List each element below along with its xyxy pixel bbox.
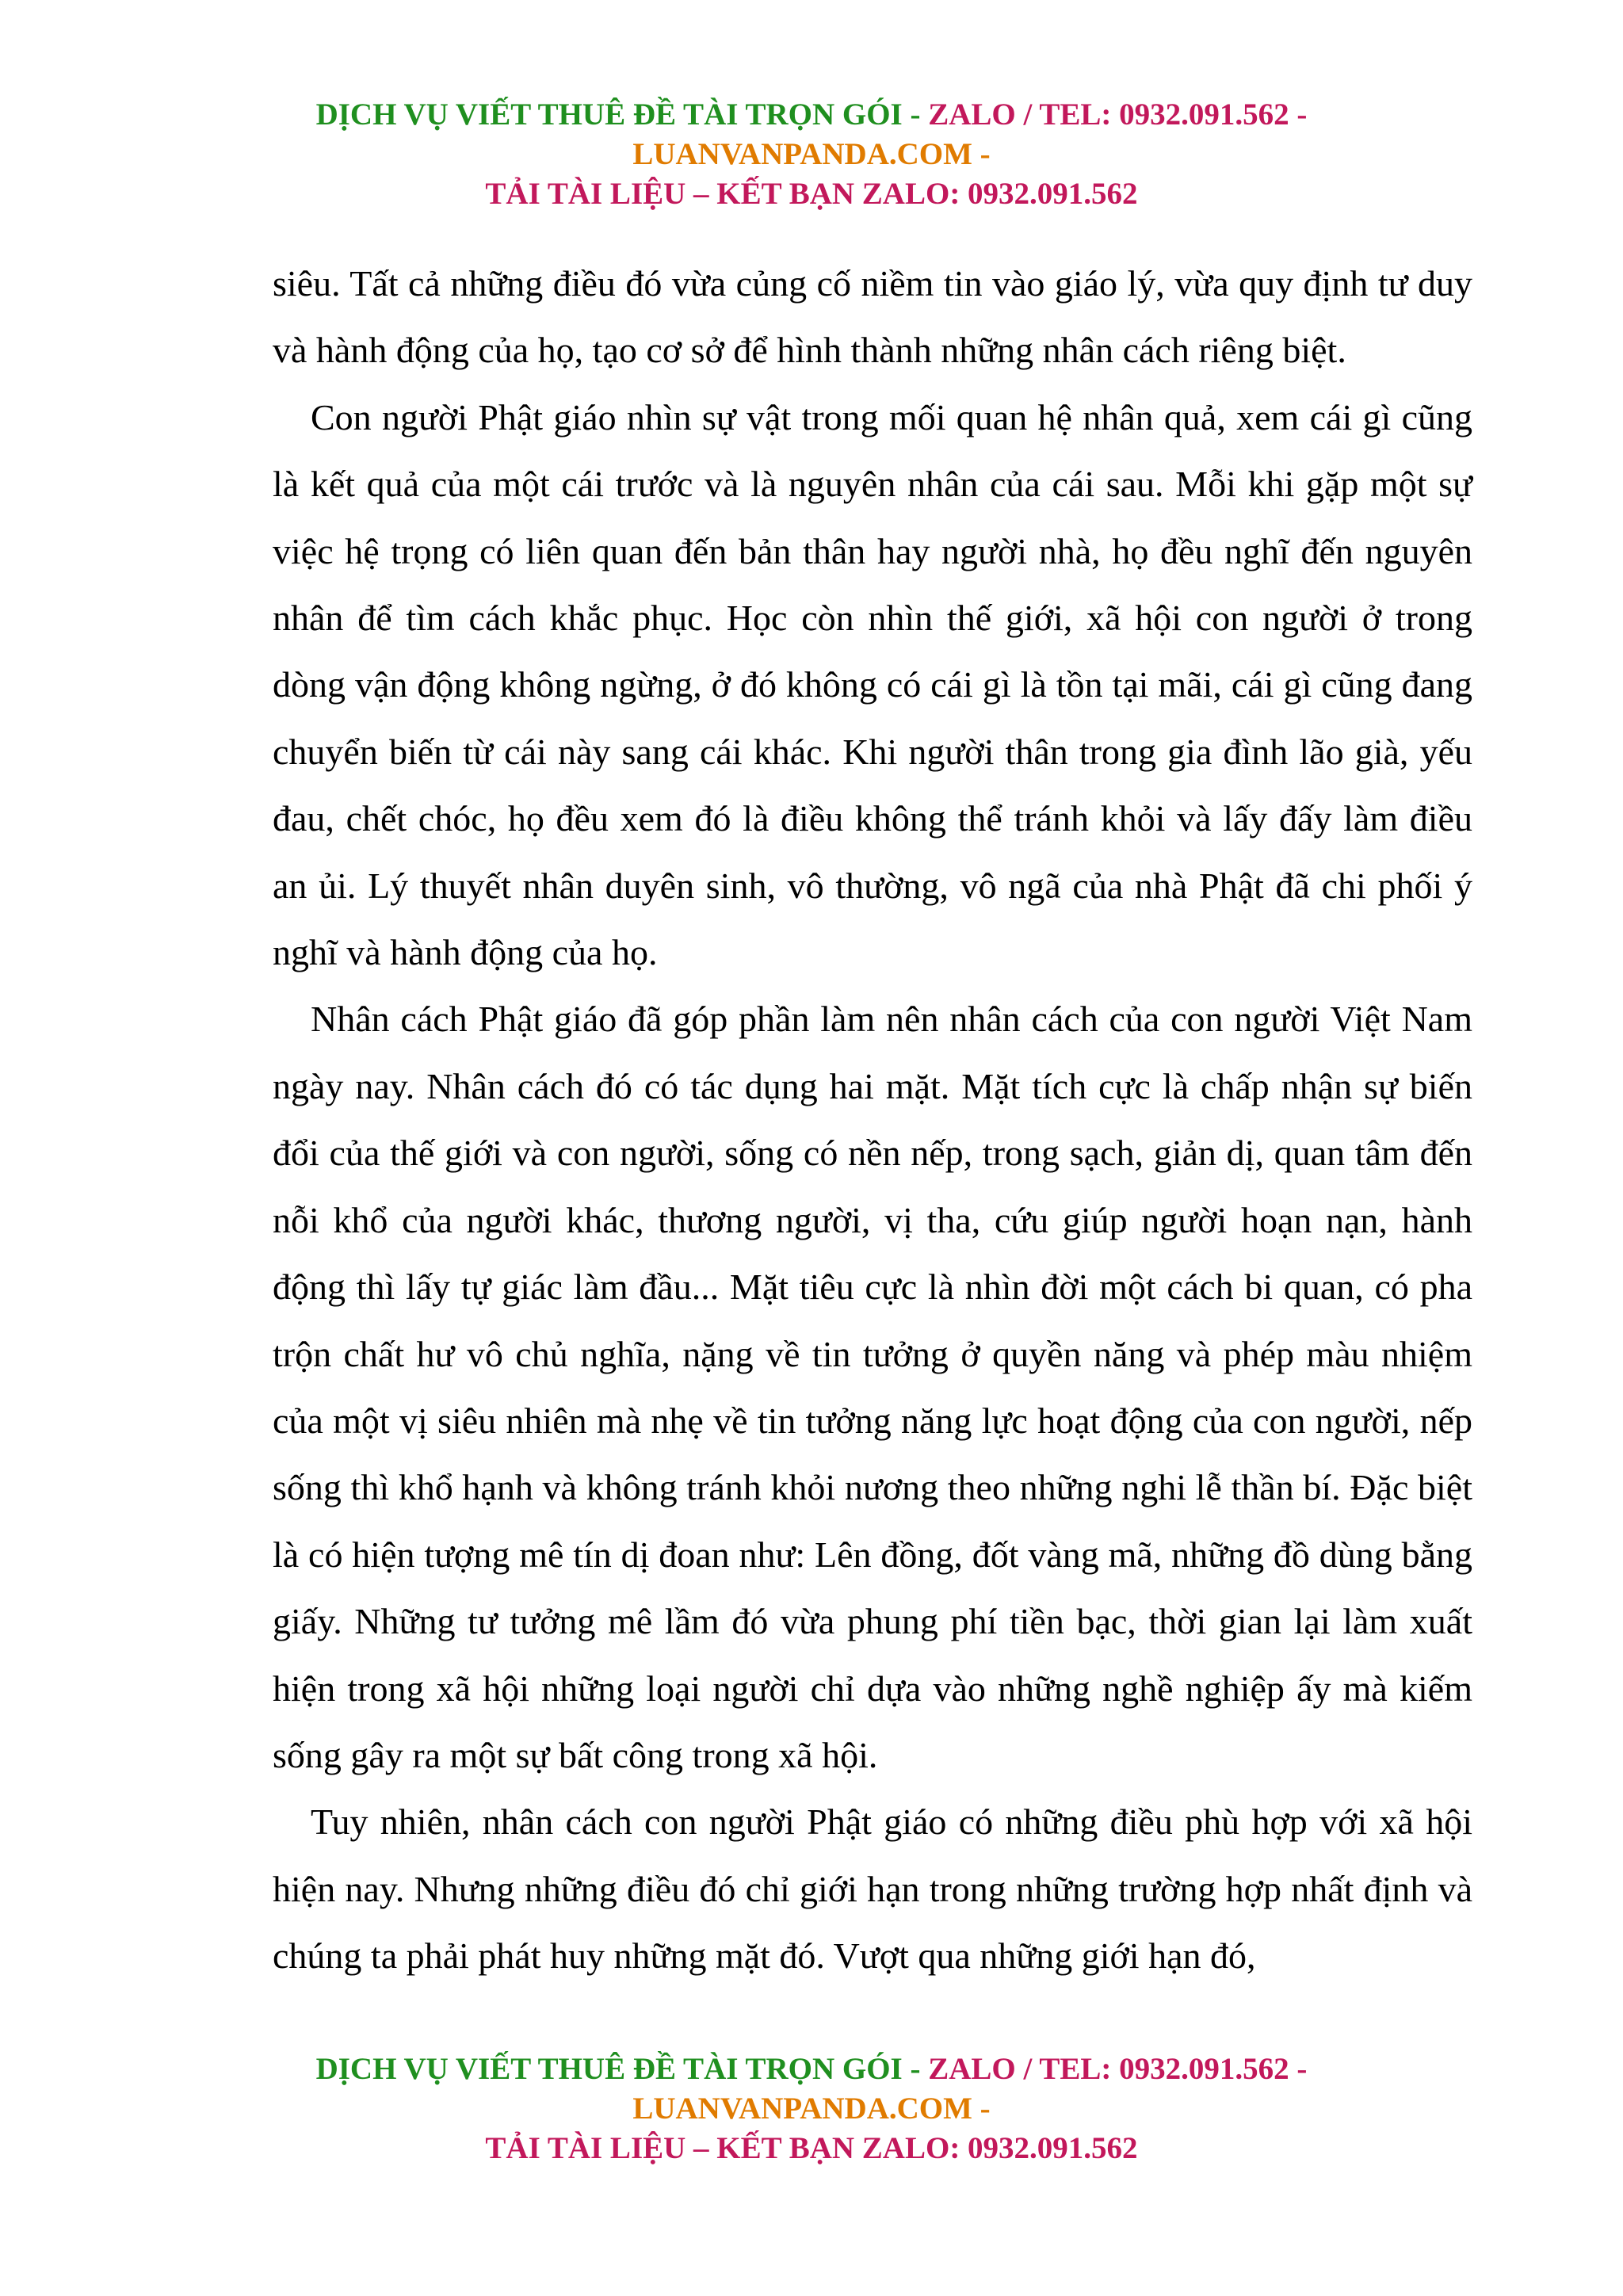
footer-website-text: LUANVANPANDA.COM -: [632, 2092, 991, 2126]
document-body: [273, 250, 1472, 1990]
footer-download-text: TẢI TÀI LIỆU – KẾT BẠN ZALO: 0932.091.562: [485, 2131, 1138, 2165]
paragraph-2: Con người Phật giáo nhìn sự vật trong mối quan hệ nhân quả, xem cái gì cũng là kết quả của một cái trước và là nguyên nhân của cái sau. Mỗi khi gặp một sự việc hệ trọng có liên quan đến bản thân hay người nhà, họ đều nghĩ đến nguyên nhân để tìm cách khắc phục. Học còn nhìn thế giới, xã hội con người ở trong dòng vận động không ngừng, ở đó không có cái gì là tồn tại mãi, cái gì cũng đang chuyển biến từ cái này sang cái khác. Khi người thân trong gia đình lão già, yếu đau, chết chóc, họ đều xem đó là điều không thể tránh khỏi và lấy đấy làm điều an ủi. Lý thuyết nhân duyên sinh, vô thường, vô ngã của nhà Phật đã chi phối ý nghĩ và hành động của họ.: [273, 396, 1472, 973]
footer-line-1: [0, 2050, 1623, 2089]
header-line-1: [0, 95, 1623, 135]
footer-service-text: DỊCH VỤ VIẾT THUÊ ĐỀ TÀI TRỌN GÓI -: [315, 2052, 921, 2086]
footer-banner: [0, 2050, 1623, 2168]
header-service-text: DỊCH VỤ VIẾT THUÊ ĐỀ TÀI TRỌN GÓI -: [315, 97, 921, 132]
paragraph-4: Tuy nhiên, nhân cách con người Phật giáo có những điều phù hợp với xã hội hiện nay. Nhưng những điều đó chỉ giới hạn trong những trường hợp nhất định và chúng ta phải phát huy những mặt đó. Vượt qua những giới hạn đó,: [273, 1801, 1472, 1977]
header-website-text: LUANVANPANDA.COM -: [632, 137, 991, 171]
paragraph-1: siêu. Tất cả những điều đó vừa củng cố niềm tin vào giáo lý, vừa quy định tư duy và hành động của họ, tạo cơ sở để hình thành những nhân cách riêng biệt.: [273, 263, 1472, 371]
footer-contact-text: ZALO / TEL: 0932.091.562 -: [920, 2052, 1308, 2086]
paragraph-3: Nhân cách Phật giáo đã góp phần làm nên nhân cách của con người Việt Nam ngày nay. Nhân cách đó có tác dụng hai mặt. Mặt tích cực là chấp nhận sự biến đổi của thế giới và con người, sống có nền nếp, trong sạch, giản dị, quan tâm đến nỗi khổ của người khác, thương người, vị tha, cứu giúp người hoạn nạn, hành động thì lấy tự giác làm đầu... Mặt tiêu cực là nhìn đời một cách bi quan, có pha trộn chất hư vô chủ nghĩa, nặng về tin tưởng ở quyền năng và phép màu nhiệm của một vị siêu nhiên mà nhẹ về tin tưởng năng lực hoạt động của con người, nếp sống thì khổ hạnh và không tránh khỏi nương theo những nghi lễ thần bí. Đặc biệt là có hiện tượng mê tín dị đoan như: Lên đồng, đốt vàng mã, những đồ dùng bằng giấy. Những tư tưởng mê lầm đó vừa phung phí tiền bạc, thời gian lại làm xuất hiện trong xã hội những loại người chỉ dựa vào những nghề nghiệp ấy mà kiếm sống gây ra một sự bất công trong xã hội.: [273, 999, 1472, 1775]
header-banner: [0, 95, 1623, 214]
header-download-text: TẢI TÀI LIỆU – KẾT BẠN ZALO: 0932.091.562: [485, 177, 1138, 211]
header-contact-text: ZALO / TEL: 0932.091.562 -: [920, 97, 1308, 132]
